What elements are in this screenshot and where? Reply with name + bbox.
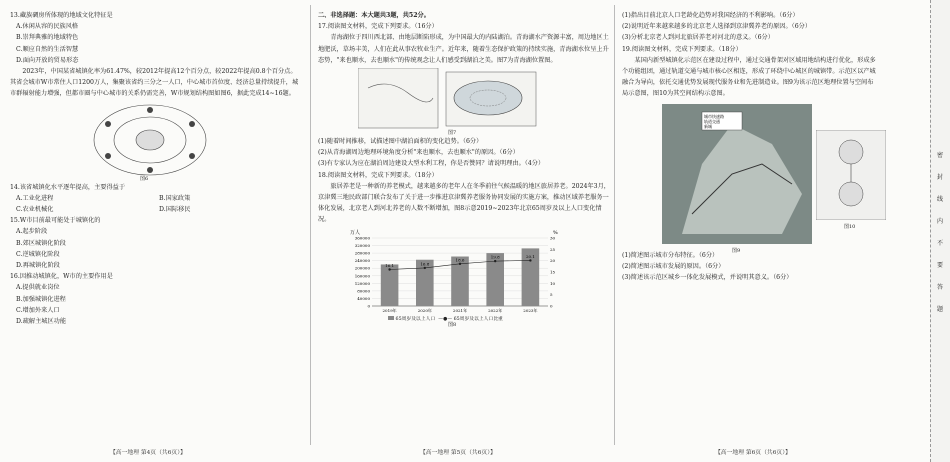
option: A.起步阶段 bbox=[16, 228, 48, 236]
material-18: 旅居养老是一种新的养老模式，越来越多的老年人在冬季前往气候温暖的地区旅居养老。2024年3月，京津冀三地民政部门联合发布了关于进一步推进京津冀养老服务协同发展的实施方案，推动区域养老服务一体化发展，北京老人到河北养老的人数不断增加，图8示意2019~2023年北京65周岁及以上人口变化情况。 bbox=[318, 182, 610, 224]
question-15: 15.W市目前最可能处于城镇化的 bbox=[10, 217, 101, 225]
city-structure-diagram bbox=[90, 102, 210, 178]
legend-bars: 65周岁及以上人口 bbox=[395, 316, 436, 322]
option: D.面向开放的贸易形态 bbox=[16, 56, 79, 64]
page-footer-4: 【高一地理 第4页（共6页）】 bbox=[110, 450, 186, 456]
side-char: 线 bbox=[937, 196, 944, 203]
y-tick-label: 320000 bbox=[354, 242, 370, 248]
y2-axis-label: % bbox=[553, 229, 558, 236]
option: D.再城镇化阶段 bbox=[16, 262, 60, 270]
data-label: 16.1 bbox=[385, 262, 395, 268]
y2-tick-label: 30 bbox=[550, 235, 556, 241]
legend-newtown: 新城 bbox=[704, 123, 712, 129]
y-tick-label: 360000 bbox=[354, 235, 370, 241]
y-tick-label: 0 bbox=[367, 303, 370, 309]
material-14-16: 2023年，中国某省城镇化率为61.47%，较2012年提高12个百分点，较2022年提高0.8个百分点。其省会城市W市常住人口1200万人，集聚该省约三分之一人口，中心城市首位度、经济总量持续提升，城市群辐射能力增强，但都市圈与中心城市的关系仍需完善，W市规划结构图如图6，据此完成14~16题。 bbox=[10, 68, 299, 98]
question-16: 16.因推动城镇化，W市的主要作用是 bbox=[10, 273, 113, 281]
y-tick-label: 80000 bbox=[357, 288, 370, 294]
y-tick-label: 40000 bbox=[357, 295, 370, 301]
sub-question: (2)简述图示城市发展的原因。（6分） bbox=[622, 262, 725, 270]
section-heading: 二、非选择题：本大题共3题，共52分。 bbox=[318, 12, 430, 19]
structure-diagram bbox=[816, 130, 886, 220]
y2-tick-label: 10 bbox=[550, 280, 556, 286]
figure-6 bbox=[10, 100, 302, 182]
figure-10-caption: 图10 bbox=[844, 223, 856, 230]
side-char: 题 bbox=[937, 306, 944, 313]
qinghai-lake-map bbox=[358, 68, 538, 130]
column-divider bbox=[614, 5, 615, 445]
question-13-options bbox=[10, 21, 302, 66]
question-17-items bbox=[318, 136, 610, 170]
y2-tick-label: 15 bbox=[550, 269, 556, 275]
legend-line: 65周岁及以上人口比重 bbox=[453, 316, 503, 322]
y2-tick-label: 25 bbox=[550, 246, 556, 252]
data-label: 18.6 bbox=[455, 256, 465, 262]
data-label: 19.8 bbox=[490, 254, 500, 260]
x-tick-label: 2023年 bbox=[523, 307, 538, 313]
y-tick-label: 120000 bbox=[354, 280, 370, 286]
figure-8 bbox=[318, 226, 610, 326]
question-14: 14.该省城镇化水平逐年提高，主要得益于 bbox=[10, 183, 126, 191]
y-tick-label: 200000 bbox=[354, 265, 370, 271]
side-char: 要 bbox=[937, 262, 944, 269]
figure-6-caption: 图6 bbox=[140, 175, 149, 182]
option: D.国际移民 bbox=[159, 206, 191, 214]
option: B.崇拜典雅的地域特色 bbox=[16, 34, 79, 42]
side-char: 密 bbox=[937, 152, 944, 159]
option: B.加强城镇化进程 bbox=[16, 295, 66, 303]
page-footer-5: 【高一地理 第5页（共6页）】 bbox=[420, 450, 496, 456]
question-17: 17.阅读图文材料，完成下列要求。（16分） bbox=[318, 23, 438, 31]
option: A.休闲从容的民族风格 bbox=[16, 23, 79, 31]
side-char: 答 bbox=[937, 284, 944, 291]
option: A.工业化进程 bbox=[16, 194, 54, 202]
y-axis-label: 万人 bbox=[350, 229, 361, 236]
legend-road: 城市快速路 bbox=[704, 113, 724, 119]
data-label: 20.1 bbox=[525, 253, 535, 259]
y2-tick-label: 0 bbox=[550, 303, 553, 309]
material-19: 某国内新型城镇化示范区在建设过程中，通过交通骨架对区域用地结构进行优化，形成多个功能组团，通过轨道交通与城市核心区相连，形成了环绕中心城区的城镇带。示范区以产城融合为导向，依托交通优势发展现代服务业和先进制造业。图9为该示范区地理位置与空间布局示意图，图10为其空间结构示意图。 bbox=[622, 56, 876, 98]
bar bbox=[416, 259, 434, 305]
sub-question: (3)简述该示范区城乡一体化发展模式，并说明其意义。（6分） bbox=[622, 274, 793, 282]
column-page-4 bbox=[10, 10, 302, 327]
chart-legend: 65周岁及以上人口 —●— 65周岁及以上人口比重 bbox=[388, 314, 503, 325]
sub-question: (1)随着时间推移，试描述图中湖泊面积的变化趋势。（6分） bbox=[318, 138, 483, 146]
data-label: 16.8 bbox=[420, 261, 430, 267]
x-tick-label: 2022年 bbox=[488, 307, 503, 313]
legend-rail: 轨道交通 bbox=[704, 118, 720, 124]
sub-question: (3)有专家认为应在湖泊周边建设大型水利工程，你是否赞同？请说明理由。（4分） bbox=[318, 160, 545, 168]
sub-question: (3)分析北京老人到河北旅居养老对河北的意义。（6分） bbox=[622, 34, 774, 42]
y2-tick-label: 5 bbox=[550, 291, 553, 297]
question-18: 18.阅读图文材料，完成下列要求。（18分） bbox=[318, 171, 438, 179]
option: C.农业机械化 bbox=[16, 206, 54, 214]
option: C.增加外来人口 bbox=[16, 306, 60, 314]
question-18-items bbox=[622, 10, 878, 44]
y2-tick-label: 20 bbox=[550, 257, 556, 263]
binding-margin bbox=[930, 0, 950, 462]
x-tick-label: 2021年 bbox=[452, 307, 468, 313]
question-14-options bbox=[10, 193, 302, 215]
side-char: 内 bbox=[937, 218, 944, 225]
option: B.郊区城镇化阶段 bbox=[16, 239, 66, 247]
column-page-6 bbox=[622, 10, 878, 283]
figure-7 bbox=[318, 66, 610, 136]
option: C.逆城镇化阶段 bbox=[16, 250, 60, 258]
question-19-items bbox=[622, 250, 878, 284]
y-tick-label: 280000 bbox=[354, 250, 370, 256]
question-13: 13.藏族碉房所体现的地域文化特征是 bbox=[10, 12, 113, 19]
population-chart bbox=[348, 228, 568, 320]
material-17: 青海湖位于四川西北部、由地层断陷形成，为中国最大的内陆湖泊。青海湖水产资源丰富，周边地区土地肥沃，草场丰美，人们在此从事农牧业生产。近年来，随着生态保护政策的持续实施，青海湖水位呈上升态势，"来也顺水，去也顺水"的传统观念让人们感受到湖泊之美。图7为青海湖位置图。 bbox=[318, 34, 609, 64]
column-page-5 bbox=[318, 10, 610, 326]
question-16-options bbox=[10, 282, 302, 327]
option: C.顺应自然的生活智慧 bbox=[16, 45, 79, 53]
column-divider bbox=[310, 5, 311, 445]
x-tick-label: 2019年 bbox=[382, 307, 397, 313]
y-tick-label: 160000 bbox=[354, 272, 370, 278]
sub-question: (1)指出目前北京人口老龄化趋势对我国经济的不利影响。（6分） bbox=[622, 12, 799, 19]
y-tick-label: 240000 bbox=[354, 257, 370, 263]
sub-question: (1)简述图示城市分布特征。（6分） bbox=[622, 251, 719, 259]
region-map bbox=[662, 104, 812, 244]
question-15-options bbox=[10, 226, 302, 271]
option: B.国家政策 bbox=[159, 194, 191, 202]
side-char: 封 bbox=[937, 174, 944, 181]
figure-7-caption: 图7 bbox=[448, 130, 457, 137]
side-char: 不 bbox=[937, 240, 944, 247]
page-footer-6: 【高一地理 第6页（共6页）】 bbox=[715, 450, 791, 456]
x-tick-label: 2020年 bbox=[417, 307, 432, 313]
figure-9-caption: 图9 bbox=[732, 247, 741, 254]
sub-question: (2)从青海湖周边地理环境角度分析"来也顺水，去也顺水"的原因。（6分） bbox=[318, 149, 519, 157]
figure-8-caption: 图8 bbox=[448, 321, 457, 328]
option: A.提供就业岗位 bbox=[16, 284, 60, 292]
sub-question: (2)说明近年来越来越多的北京老人选择到京津冀养老的原因。（6分） bbox=[622, 23, 812, 31]
option: D.疏解主城区功能 bbox=[16, 318, 67, 326]
figures-9-10 bbox=[622, 100, 878, 254]
question-19: 19.阅读图文材料，完成下列要求。（18分） bbox=[622, 45, 742, 53]
